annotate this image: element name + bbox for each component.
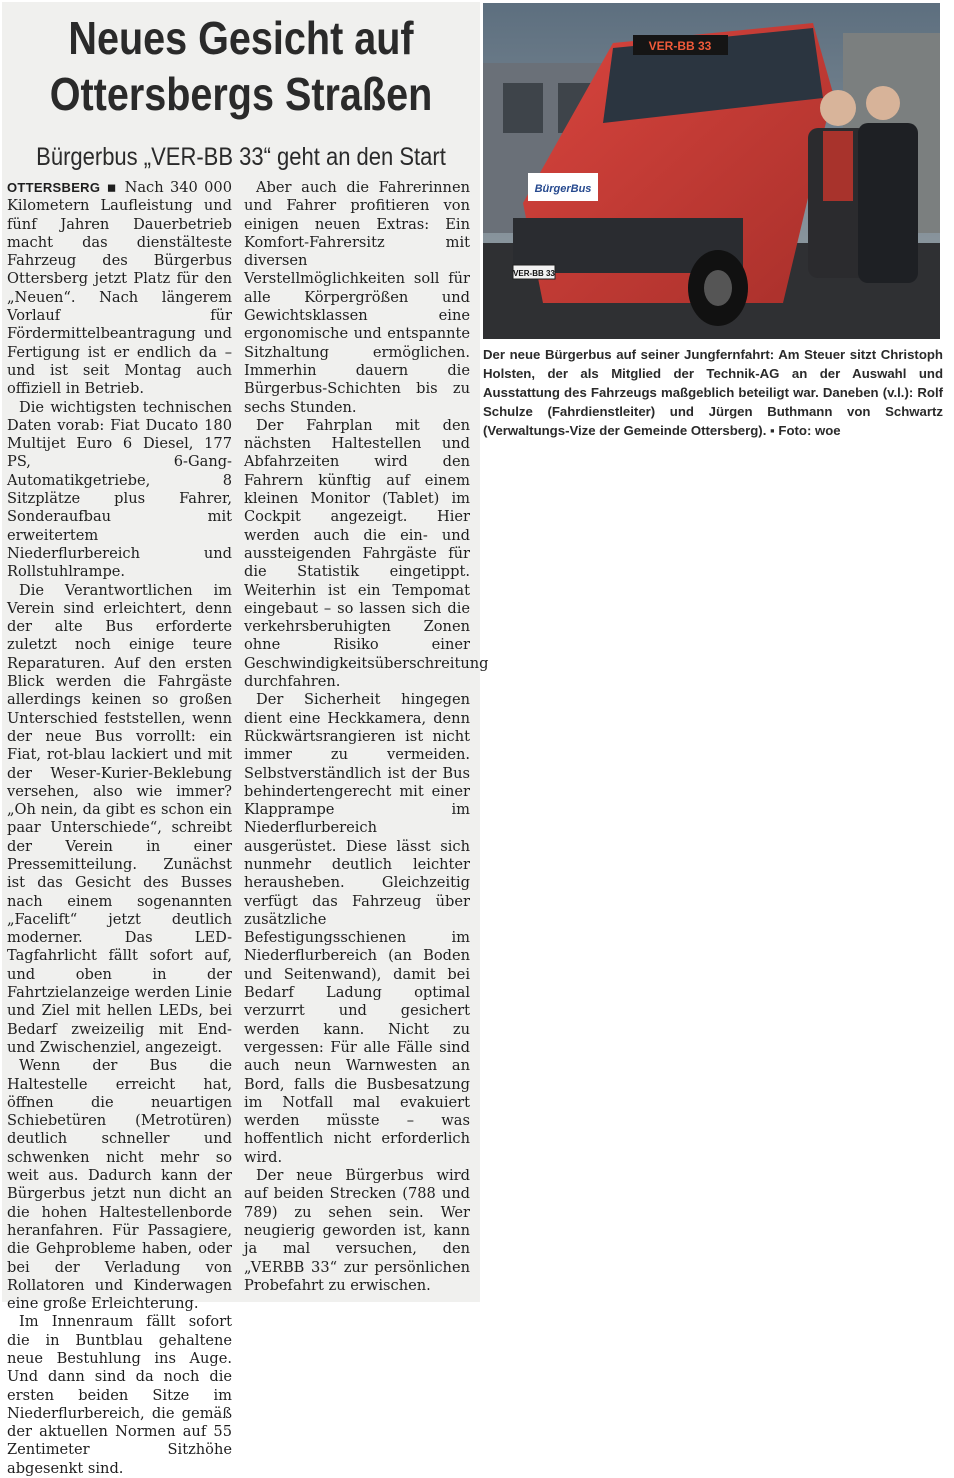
subheadline: Bürgerbus „VER-BB 33“ geht an den Start: [36, 143, 446, 171]
article-column-2: [244, 179, 489, 1297]
dateline-separator: ▪: [106, 179, 119, 196]
article-paragraph-8: Der Sicherheit hingegen dient eine Heckkamera, denn Rückwärtsrangieren ist nicht immer zu vermeiden. Selbstverständlich ist der Bus behindertengerecht mit einer Klapprampe im Niederflurbereich ausgerüstet. Diese lässt sich nunmehr deutlich leichter herausheben. Gleichzeitig verfügt das Fahrzeug über zusätzliche Befestigungsschienen im Niederflurbereich (an Boden und Seitenwand), damit bei Bedarf Ladung optimal verzurrt und gesichert werden kann. Nicht zu vergessen: Für alle Fälle sind auch neun Warnwesten an Bord, falls die Busbesatzung im Notfall mal evakuiert werden müsste – was hoffentlich nicht erforderlich wird.: [244, 691, 470, 1166]
person-buthmann-head: [866, 86, 900, 120]
article-paragraph-5: Im Innenraum fällt sofort die in Buntblau gehaltene neue Bestuhlung ins Auge. Und dann sind da noch die ersten beiden Sitze im Niederflurbereich, die gemäß der aktuellen Normen auf 55 Zentimeter Sitzhöhe abgesenkt sind.: [7, 1313, 232, 1477]
article-paragraph-9: Der neue Bürgerbus wird auf beiden Strecken (788 und 789) zu sehen sein. Wer neugierig geworden ist, kann ja mal versuchen, den „VERBB 33“ zur persönlichen Probefahrt zu erwischen.: [244, 1167, 470, 1294]
article-paragraph-1: [7, 179, 232, 399]
dateline: OTTERSBERG: [7, 180, 101, 195]
article-paragraph-2: Die wichtigsten technischen Daten vorab: Fiat Ducato 180 Multijet Euro 6 Diesel, 177 PS, 6-Gang-Automatikgetriebe, 8 Sitzplätze plus Fahrer, Sonderaufbau mit erweitertem Niederflurbereich und Rollstuhlrampe.: [7, 398, 232, 581]
photo-caption: [483, 345, 943, 440]
paragraph-text: Nach 340 000 Kilometern Laufleistung und fünf Jahren Dauerbetrieb macht das dienstälteste Fahrzeug des Bürgerbus Ottersberg jetzt Platz für den „Neuen“. Nach längerem Vorlauf für Fördermittelbeantragung und Fertigung ist er endlich da – und ist seit Montag auch offiziell in Betrieb.: [7, 179, 233, 398]
article-paragraph-6: Aber auch die Fahrerinnen und Fahrer profitieren von einigen neuen Extras: Ein Komfort-Fahrersitz mit diversen Verstellmöglichkeiten soll für alle Körpergrößen und Gewichtsklassen eine ergonomische und entspannte Sitzhaltung ermöglichen. Immerhin dauern die Bürgerbus-Schichten bis zu sechs Stunden.: [244, 179, 470, 416]
person-schulze-sweater: [823, 131, 853, 201]
license-plate: VER-BB 33: [513, 269, 555, 278]
bus-logo: BürgerBus: [534, 183, 592, 195]
article-paragraph-3: Die Verantwortlichen im Verein sind erleichtert, denn der alte Bus erforderte zuletzt noch einige teure Reparaturen. Auf den ersten Blick werden die Fahrgäste allerdings keinen so großen Unterschied feststellen, wenn der neue Bus vorrollt: ein Fiat, rot-blau lackiert und mit der Weser-Kurier-Beklebung versehen, also wie immer? „Oh nein, da gibt es schon ein paar Unterschiede“, schreibt der Verein in einer Pressemitteilung. Zunächst ist das Gesicht des Busses nach einem sogenannten „Facelift“ jetzt deutlich moderner. Das LED-Tagfahrlicht fällt sofort auf, und oben in der Fahrtzielanzeige werden Linie und Ziel mit hellen LEDs, bei Bedarf zweizeilig mit End- und Zwischenziel, angezeigt.: [7, 581, 232, 1056]
article-paragraph-4: Wenn der Bus die Haltestelle erreicht hat, öffnen die neuartigen Schiebetüren (Metrotüren) deutlich schneller und schwenken nicht mehr so weit aus. Dadurch kann der Bürgerbus jetzt nun dicht an die hohen Haltestellenborde heranfahren. Für Passagiere, die Gehprobleme haben, oder bei der Verladung von Rollatoren und Kinderwagen eine große Erleichterung.: [7, 1057, 232, 1313]
person-buthmann-body: [858, 123, 918, 283]
photo-credit: ▪ Foto: woe: [770, 423, 841, 438]
destination-display: VER-BB 33: [648, 39, 712, 53]
article-paragraph-7: Der Fahrplan mit den nächsten Haltestellen und Abfahrzeiten wird den Fahrern künftig auf einem kleinen Monitor (Tablet) im Cockpit angezeigt. Hier werden auch die ein- und aussteigenden Fahrgäste für die Statistik eingetippt. Weiterhin ist ein Tempomat eingebaut – so lassen sich die verkehrsberuhigten Zonen ohne Risiko einer Geschwindigkeitsüberschreitung durchfahren.: [244, 416, 489, 691]
headline: [41, 10, 442, 122]
person-schulze-head: [820, 90, 856, 126]
caption-text: Der neue Bürgerbus auf seiner Jungfernfahrt: Am Steuer sitzt Christoph Holsten, der als Mitglied der Technik-AG an der Auswahl und Ausstattung des Fahrzeugs maßgeblich beteiligt war. Daneben (v.l.): Rolf Schulze (Fahrdienstleiter) und Jürgen Buthmann von Schwartz (Verwaltungs-Vize der Gemeinde Ottersberg).: [483, 347, 943, 438]
headline-line-2: Ottersbergs Straßen: [49, 68, 433, 120]
bus-photo-illustration: [483, 3, 940, 339]
wheel-hub: [704, 270, 732, 306]
headline-line-1: Neues Gesicht auf: [68, 12, 414, 64]
article-column-1: [7, 179, 233, 1477]
window: [503, 83, 543, 133]
bus-photo: [483, 3, 940, 339]
